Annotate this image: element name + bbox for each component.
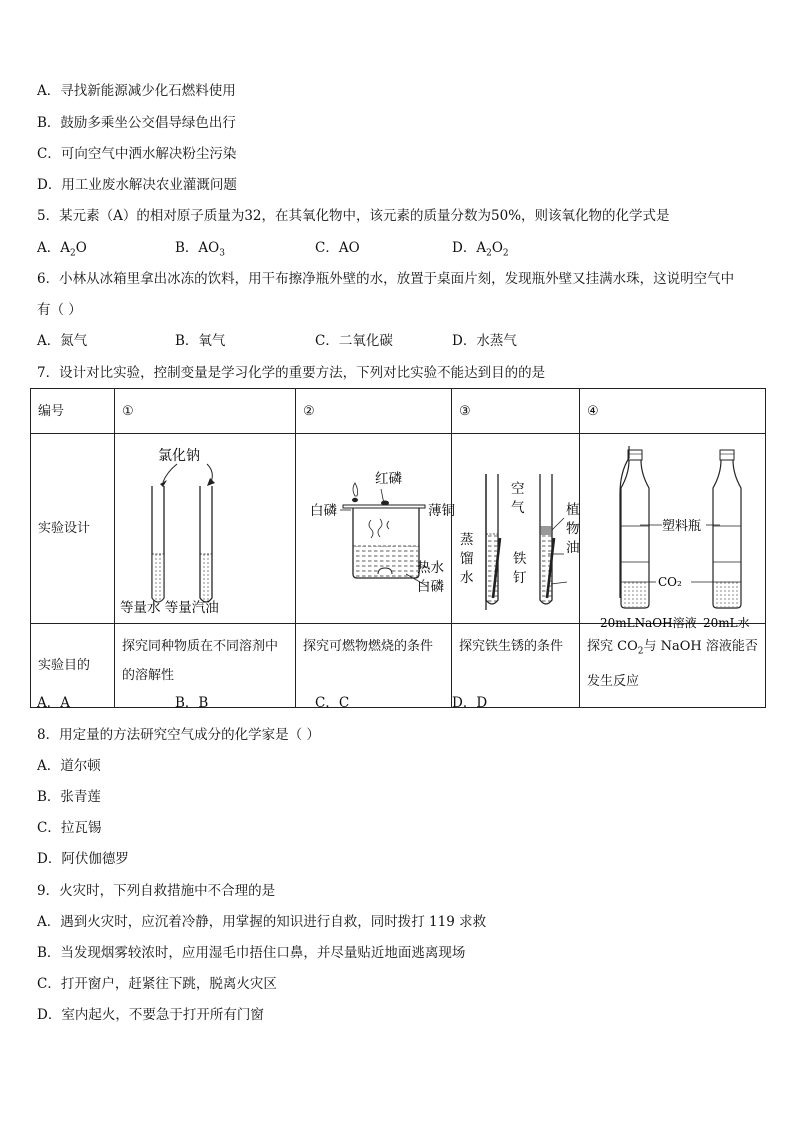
table-row-design bbox=[31, 434, 766, 624]
fig2-hot-water-label: 热水 bbox=[417, 560, 444, 576]
row-label-design: 实验设计 bbox=[31, 434, 115, 624]
fig4-bottle-label: 塑料瓶 bbox=[662, 519, 702, 534]
q8-option-c: C．拉瓦锡 bbox=[37, 820, 102, 836]
fig3-distilled-label-3: 水 bbox=[460, 570, 474, 586]
fig3-nail-label-2: 钉 bbox=[513, 570, 527, 586]
purpose-1: 探究同种物质在不同溶剂中的溶解性 bbox=[115, 624, 296, 708]
fig3-right-label-2: 物 bbox=[566, 521, 580, 537]
fig1-bottom-label: 等量水 等量汽油 bbox=[120, 600, 219, 616]
row-label-id: 编号 bbox=[31, 389, 115, 434]
q6-option-a: A．氮气 bbox=[37, 333, 88, 349]
figure-plastic-bottles bbox=[580, 434, 766, 630]
experiment-id-1: ① bbox=[115, 389, 296, 434]
fig3-air-label-2: 气 bbox=[511, 500, 525, 516]
fig4-left-label: 20mLNaOH溶液 bbox=[600, 616, 697, 630]
q4-option-c: C．可向空气中洒水解决粉尘污染 bbox=[37, 146, 237, 162]
experiment-id-2: ② bbox=[296, 389, 452, 434]
q7-option-a: A．A bbox=[37, 695, 70, 711]
q9-option-d: D．室内起火，不要急于打开所有门窗 bbox=[37, 1007, 264, 1023]
experiment-id-4: ④ bbox=[580, 389, 766, 434]
q8-stem: 8．用定量的方法研究空气成分的化学家是（ ） bbox=[37, 727, 320, 743]
fig1-top-label: 氯化钠 bbox=[158, 448, 200, 464]
row-label-purpose: 实验目的 bbox=[31, 624, 115, 708]
q5-option-c: C．AO bbox=[315, 240, 360, 256]
figure-iron-rusting bbox=[452, 434, 580, 624]
fig4-co2-label: CO₂ bbox=[658, 575, 682, 589]
q6-option-c: C．二氧化碳 bbox=[315, 333, 393, 349]
q5-stem: 5．某元素（A）的相对原子质量为32，在其氧化物中，该元素的质量分数为50%，则该氧化物的化学式是 bbox=[37, 208, 670, 224]
q7-option-b: B．B bbox=[175, 695, 209, 711]
fig2-white-phosphorus-bottom-label: 白磷 bbox=[417, 579, 444, 595]
purpose-3: 探究铁生锈的条件 bbox=[452, 624, 580, 708]
q9-stem: 9．火灾时，下列自救措施中不合理的是 bbox=[37, 883, 276, 899]
purpose-2: 探究可燃物燃烧的条件 bbox=[296, 624, 452, 708]
fig2-red-phosphorus-label: 红磷 bbox=[375, 471, 402, 487]
experiment-id-3: ③ bbox=[452, 389, 580, 434]
q6-stem-line-1: 6．小林从冰箱里拿出冰冻的饮料，用干布擦净瓶外壁的水，放置于桌面片刻，发现瓶外壁又挂满水珠，这说明空气中 bbox=[37, 271, 735, 287]
fig2-copper-label: 薄铜 bbox=[428, 503, 455, 519]
q6-option-b: B．氧气 bbox=[175, 333, 226, 349]
q5-option-a: A．$A_2O$ bbox=[37, 240, 87, 259]
figure-solubility-test-tubes bbox=[115, 434, 296, 624]
q8-option-d: D．阿伏伽德罗 bbox=[37, 851, 129, 867]
q7-option-c: C．C bbox=[315, 695, 350, 711]
q9-option-a: A．遇到火灾时，应沉着冷静，用掌握的知识进行自救，同时拨打 119 求救 bbox=[37, 914, 487, 930]
fig3-nail-label-1: 铁 bbox=[513, 551, 527, 567]
q4-option-a: A．寻找新能源减少化石燃料使用 bbox=[37, 83, 236, 99]
q7-option-d: D．D bbox=[452, 695, 488, 711]
q4-option-d: D．用工业废水解决农业灌溉问题 bbox=[37, 177, 237, 193]
fig3-distilled-label-2: 馏 bbox=[460, 551, 474, 567]
q5-option-d: D．$A_2O_2$ bbox=[452, 240, 509, 259]
fig2-white-phosphorus-label: 白磷 bbox=[310, 503, 337, 519]
q6-option-d: D．水蒸气 bbox=[452, 333, 517, 349]
q4-option-b: B．鼓励多乘坐公交倡导绿色出行 bbox=[37, 115, 236, 131]
q5-option-b: B．$AO_3$ bbox=[175, 240, 225, 259]
purpose-4: 探究 $CO_2$与 NaOH 溶液能否发生反应 bbox=[580, 624, 766, 708]
fig3-right-label-1: 植 bbox=[566, 502, 580, 518]
fig3-right-label-3: 油 bbox=[566, 540, 580, 556]
q9-option-b: B．当发现烟雾较浓时，应用湿毛巾捂住口鼻，并尽量贴近地面逃离现场 bbox=[37, 945, 466, 961]
table-row-purpose bbox=[31, 624, 766, 708]
q9-option-c: C．打开窗户，赶紧往下跳，脱离火灾区 bbox=[37, 976, 277, 992]
experiment-table bbox=[30, 388, 766, 708]
figure-combustion-beaker bbox=[296, 434, 455, 624]
q6-stem-line-2: 有（ ） bbox=[37, 302, 82, 318]
fig3-distilled-label-1: 蒸 bbox=[460, 532, 474, 548]
q8-option-a: A．道尔顿 bbox=[37, 758, 101, 774]
q7-stem: 7．设计对比实验，控制变量是学习化学的重要方法，下列对比实验不能达到目的的是 bbox=[37, 365, 546, 381]
fig3-air-label-1: 空 bbox=[511, 481, 525, 497]
q8-option-b: B．张青莲 bbox=[37, 789, 101, 805]
fig4-right-label: 20mL水 bbox=[703, 616, 750, 630]
table-row-id bbox=[31, 389, 766, 434]
